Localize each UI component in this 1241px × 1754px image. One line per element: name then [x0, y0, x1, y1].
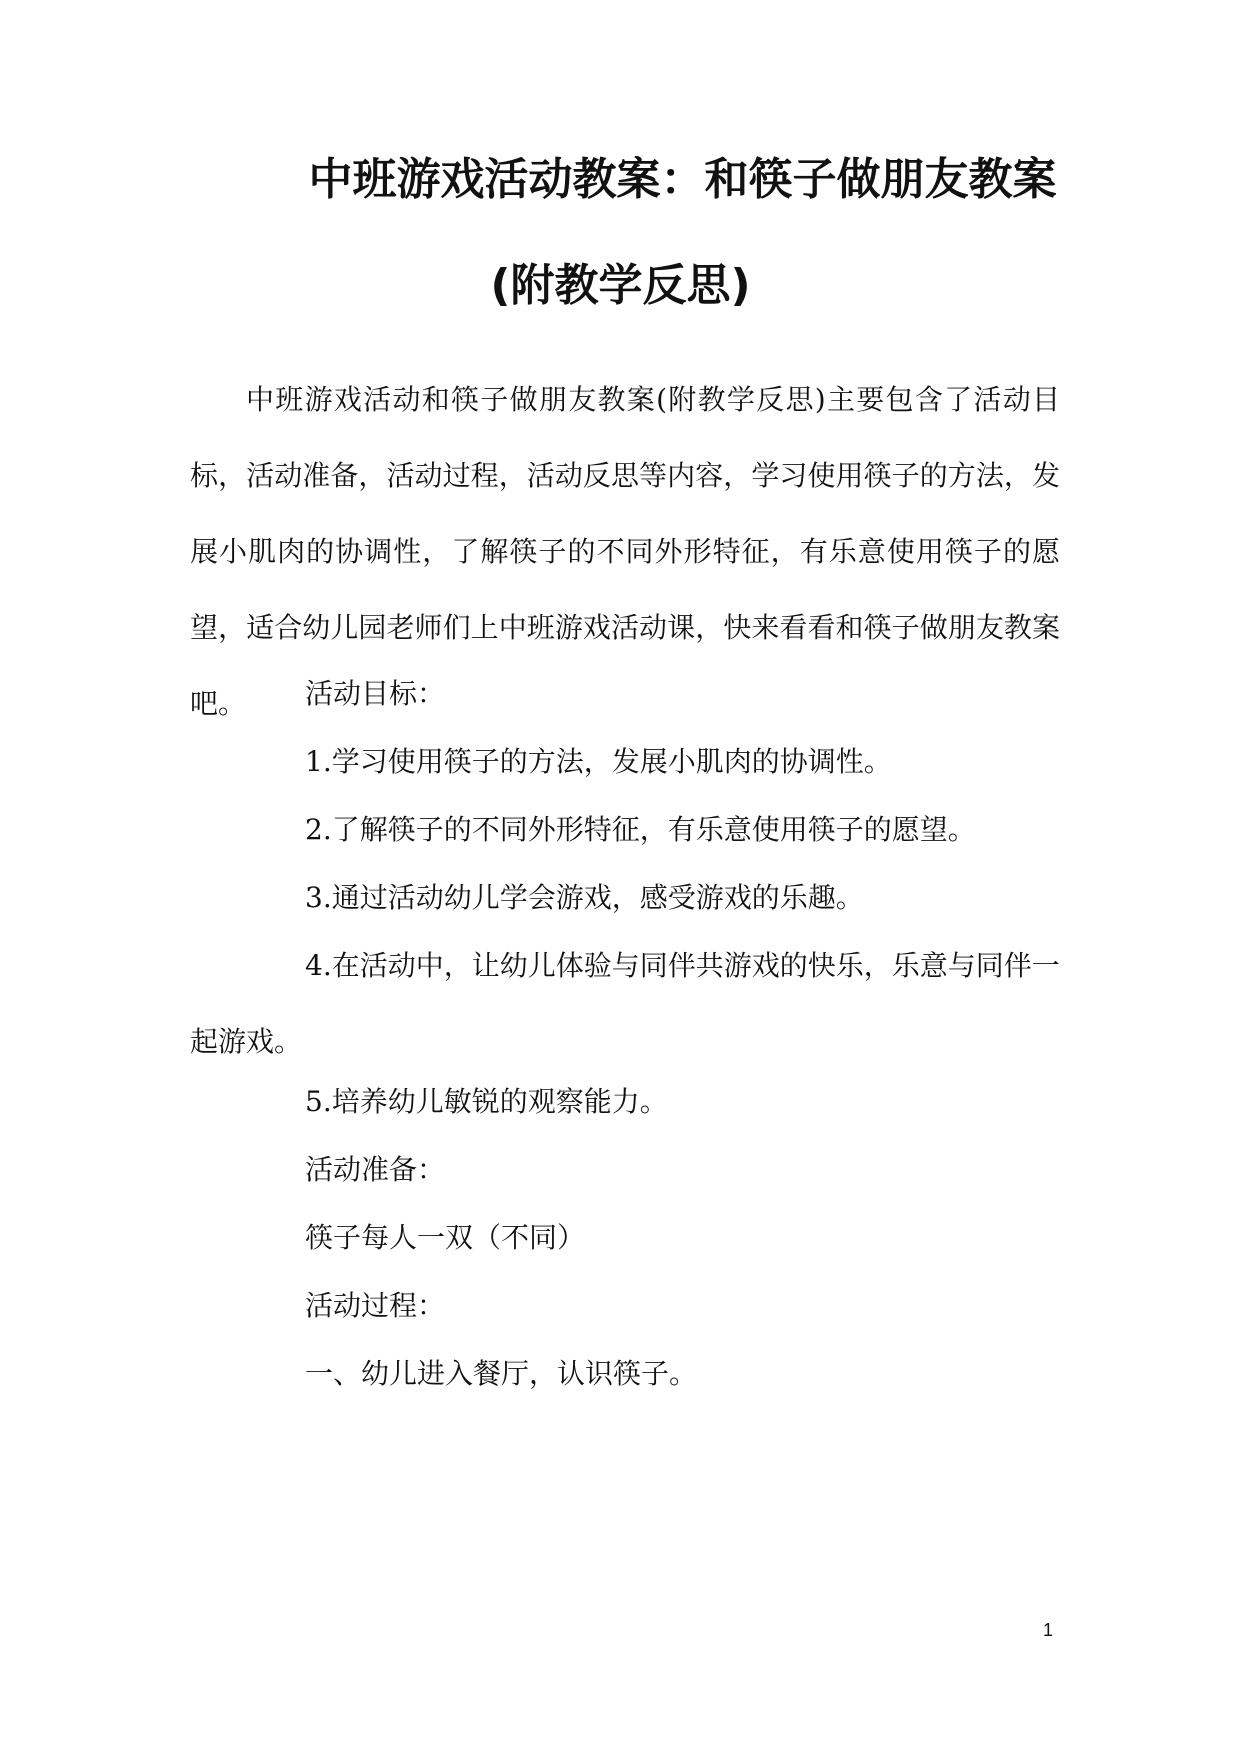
- process-step-1: 一、幼儿进入餐厅，认识筷子。: [305, 1357, 698, 1390]
- goal-item-5: 5.培养幼儿敏锐的观察能力。: [305, 1085, 668, 1118]
- page-number: 1: [1043, 1620, 1054, 1640]
- goal-item-1: 1.学习使用筷子的方法，发展小肌肉的协调性。: [305, 745, 892, 778]
- process-heading: 活动过程：: [305, 1289, 446, 1322]
- goal-item-3: 3.通过活动幼儿学会游戏，感受游戏的乐趣。: [305, 881, 864, 914]
- document-title-line1: 中班游戏活动教案：和筷子做朋友教案: [308, 154, 1057, 205]
- goal-item-2: 2.了解筷子的不同外形特征，有乐意使用筷子的愿望。: [305, 813, 976, 846]
- intro-paragraph: 中班游戏活动和筷子做朋友教案(附教学反思)主要包含了活动目标，活动准备，活动过程，活动反思等内容，学习使用筷子的方法，发展小肌肉的协调性，了解筷子的不同外形特征，有乐意使用筷子的愿望，适合幼儿园老师们上中班游戏活动课，快来看看和筷子做朋友教案吧。: [190, 383, 1060, 720]
- prep-item: 筷子每人一双（不同）: [305, 1221, 586, 1254]
- goals-heading: 活动目标：: [305, 677, 446, 710]
- prep-heading: 活动准备：: [305, 1153, 446, 1186]
- document-title-line2: (附教学反思): [490, 260, 751, 311]
- goal-item-4: 4.在活动中，让幼儿体验与同伴共游戏的快乐，乐意与同伴一起游戏。: [190, 949, 1060, 1058]
